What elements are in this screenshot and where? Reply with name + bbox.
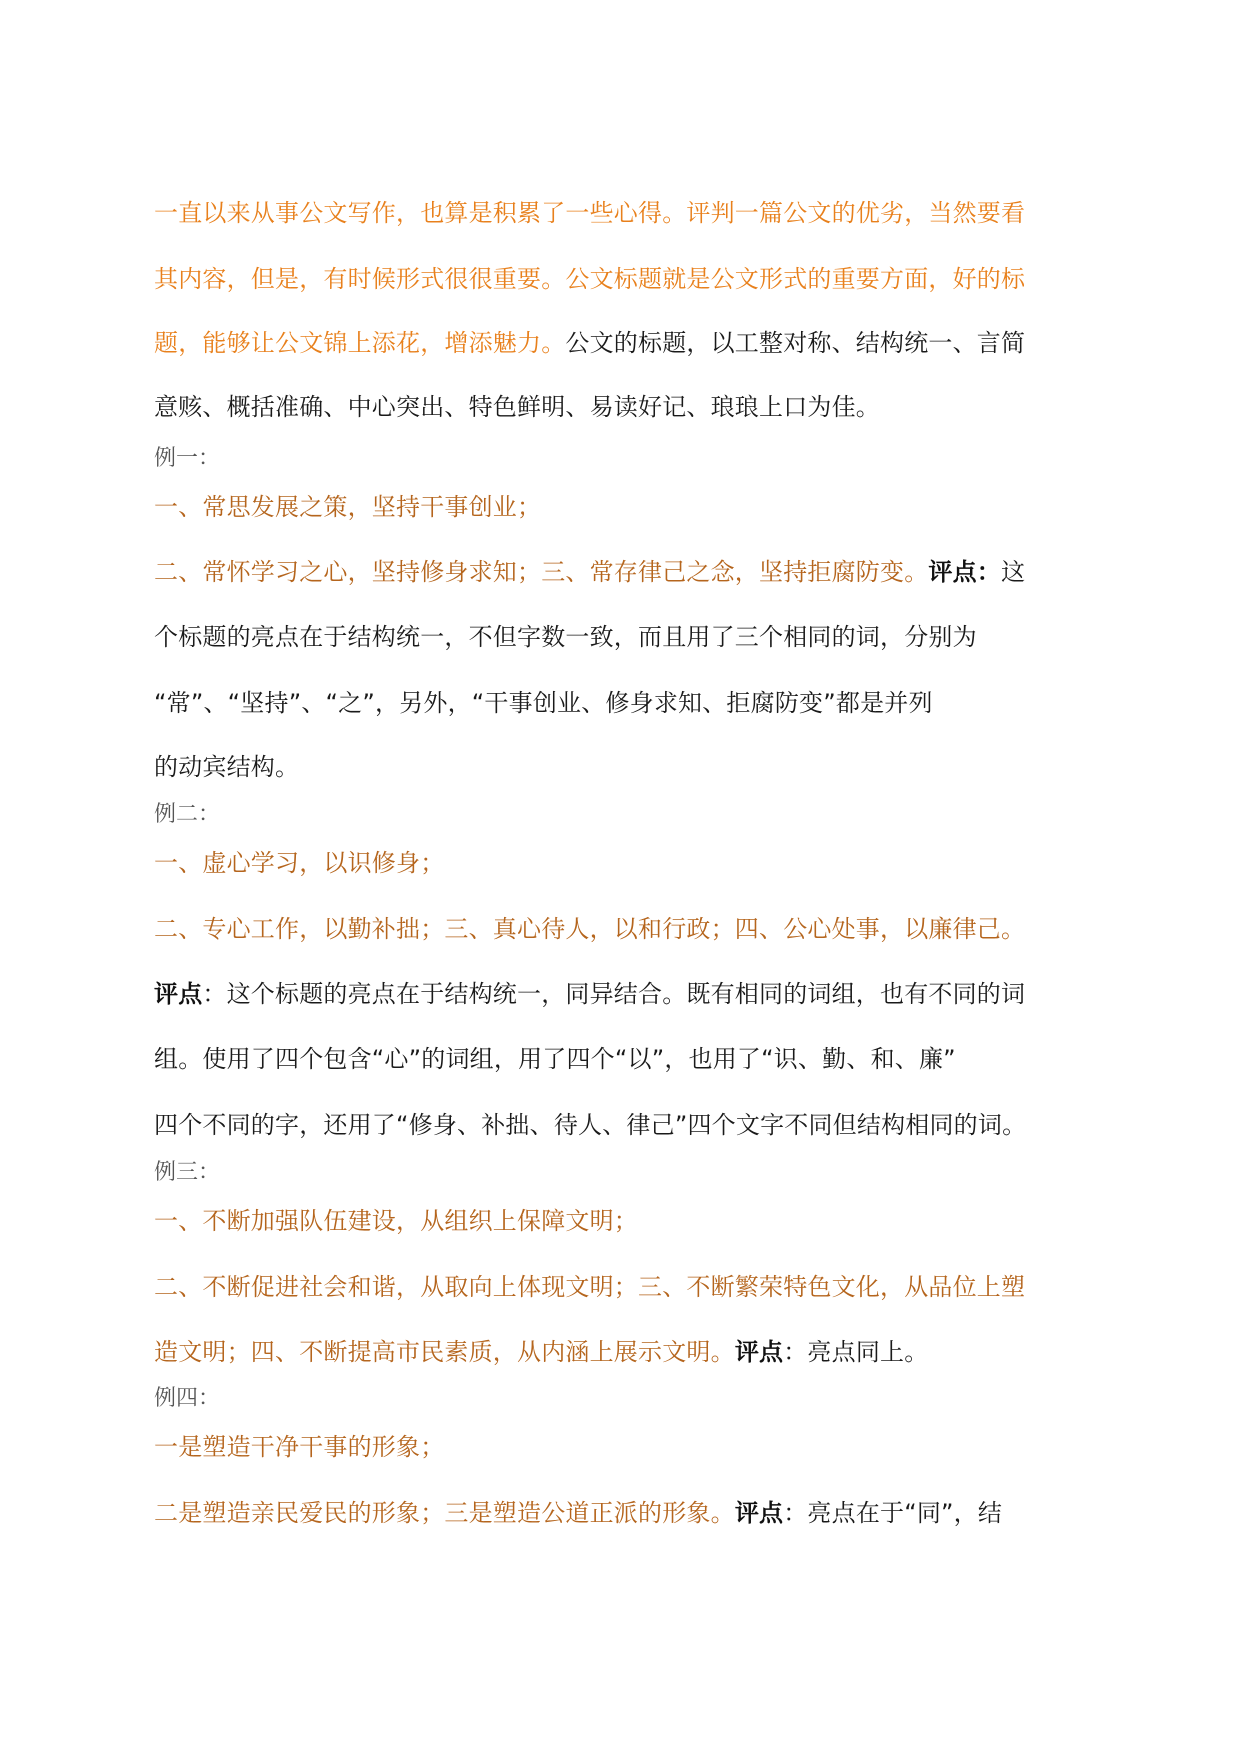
example-3-comment-label: 评点 — [734, 1338, 784, 1366]
example-1-label: 例一： — [154, 446, 221, 471]
example-4-comment-label: 评点 — [734, 1499, 784, 1527]
example-4-titles: 二是塑造亲民爱民的形象；三是塑造公道正派的形象。 — [154, 1499, 735, 1527]
intro-line-3 — [154, 326, 1094, 360]
intro-line-2: 其内容，但是，有时候形式很很重要。公文标题就是公文形式的重要方面，好的标 — [154, 265, 1026, 293]
example-2-line-3 — [154, 977, 1094, 1011]
example-3-line-2: 二、不断促进社会和谐，从取向上体现文明；三、不断繁荣特色文化，从品位上塑 — [154, 1273, 1026, 1301]
intro-line-1: 一直以来从事公文写作，也算是积累了一些心得。评判一篇公文的优劣，当然要看 — [154, 199, 1026, 227]
example-3-label: 例三： — [154, 1160, 221, 1185]
example-2-line-2: 二、专心工作，以勤补拙；三、真心待人，以和行政；四、公心处事，以廉律己。 — [154, 915, 1026, 943]
example-1-line-4: “常”、“坚持”、“之”，另外，“干事创业、修身求知、拒腐防变”都是并列 — [154, 689, 933, 717]
example-1-line-2 — [154, 555, 1094, 589]
example-1-comment-label: 评点： — [928, 558, 1002, 586]
example-2-comment-start: ：这个标题的亮点在于结构统一，同异结合。既有相同的词组，也有不同的词 — [202, 980, 1026, 1008]
example-1-comment-start: 这 — [1001, 558, 1026, 586]
example-2-label: 例二： — [154, 802, 221, 827]
example-4-line-1: 一是塑造干净干事的形象； — [154, 1433, 445, 1461]
example-3-titles: 造文明；四、不断提高市民素质，从内涵上展示文明。 — [154, 1338, 735, 1366]
example-3-line-3 — [154, 1335, 1094, 1369]
example-1-line-1: 一、常思发展之策，坚持干事创业； — [154, 493, 542, 521]
example-2-comment-label: 评点 — [154, 980, 203, 1008]
intro-line-3-highlight: 题，能够让公文锦上添花，增添魅力。 — [154, 329, 566, 357]
example-2-line-4: 组。使用了四个包含“心”的词组，用了四个“以”，也用了“识、勤、和、廉” — [154, 1045, 956, 1073]
example-4-line-2 — [154, 1496, 1094, 1530]
intro-line-4: 意赅、概括准确、中心突出、特色鲜明、易读好记、琅琅上口为佳。 — [154, 393, 880, 421]
intro-line-3-text: 公文的标题，以工整对称、结构统一、言简 — [565, 329, 1026, 357]
example-1-titles: 二、常怀学习之心，坚持修身求知；三、常存律己之念，坚持拒腐防变。 — [154, 558, 929, 586]
example-3-comment: ：亮点同上。 — [783, 1338, 929, 1366]
example-4-comment: ：亮点在于“同”，结 — [783, 1499, 1003, 1527]
example-1-line-3: 个标题的亮点在于结构统一，不但字数一致，而且用了三个相同的词，分别为 — [154, 623, 977, 651]
example-2-line-5: 四个不同的字，还用了“修身、补拙、待人、律己”四个文字不同但结构相同的词。 — [154, 1111, 1027, 1139]
example-2-line-1: 一、虚心学习，以识修身； — [154, 849, 445, 877]
example-1-line-5: 的动宾结构。 — [154, 753, 300, 781]
example-3-line-1: 一、不断加强队伍建设，从组织上保障文明； — [154, 1207, 638, 1235]
example-4-label: 例四： — [154, 1386, 221, 1411]
